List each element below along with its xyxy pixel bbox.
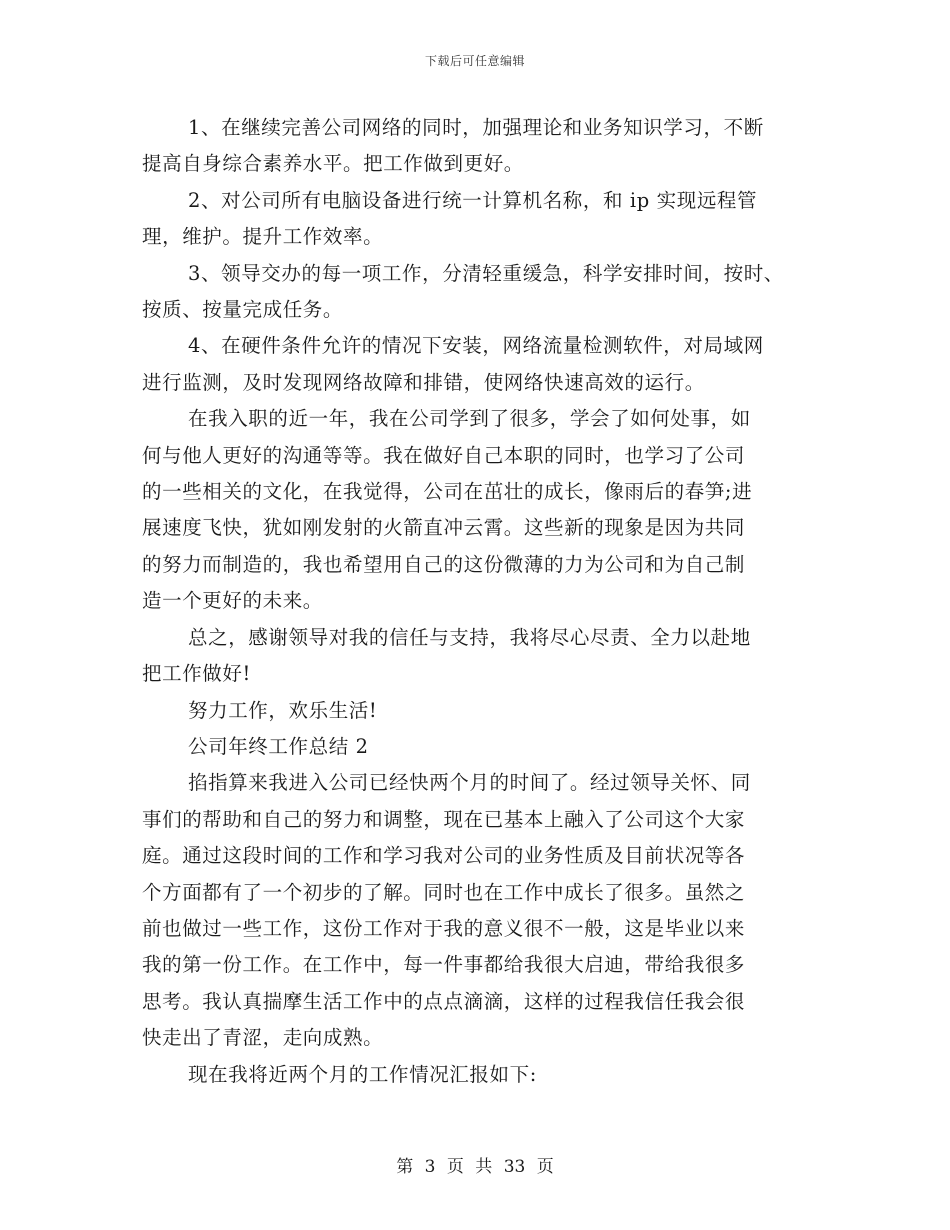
paragraph-4 (142, 328, 832, 401)
text-line: 庭。通过这段时间的工作和学习我对公司的业务性质及目前状况等各 (142, 844, 746, 868)
text-line: 努力工作，欢乐生活! (188, 698, 378, 722)
page-header: 下载后可任意编辑 (424, 54, 525, 68)
paragraph-3 (142, 256, 832, 329)
text-line: 现在我将近两个月的工作情况汇报如下: (188, 1062, 537, 1086)
paragraph-7 (142, 693, 832, 729)
text-line: 思考。我认真揣摩生活工作中的点点滴滴，这样的过程我信任我会很 (142, 989, 746, 1013)
text-line: 4、在硬件条件允许的情况下安装，网络流量检测软件，对局域网 (188, 334, 764, 358)
text-line: 按质、按量完成任务。 (142, 298, 344, 322)
text-line: 1、在继续完善公司网络的同时，加强理论和业务知识学习，不断 (188, 116, 764, 139)
text-line: 的努力而制造的，我也希望用自己的这份微薄的力为公司和为自己制 (142, 552, 746, 576)
paragraph-10 (142, 1057, 832, 1093)
document-body (142, 110, 832, 1093)
text-line: 何与他人更好的沟通等等。我在做好自己本职的同时，也学习了公司 (142, 443, 746, 467)
page-number: 第 3 页 共 33 页 (396, 1157, 554, 1177)
paragraph-6 (142, 620, 832, 693)
text-line: 进行监测，及时发现网络故障和排错，使网络快速高效的运行。 (142, 370, 705, 394)
text-line: 的一些相关的文化，在我觉得，公司在茁壮的成长，像雨后的春笋;进 (142, 480, 753, 504)
text-line: 我的第一份工作。在工作中，每一件事都给我很大启迪，带给我很多 (142, 953, 746, 977)
text-line: 总之，感谢领导对我的信任与支持，我将尽心尽责、全力以赴地 (188, 625, 751, 649)
text-line: 2、对公司所有电脑设备进行统一计算机名称，和 ip 实现远程管 (188, 188, 758, 212)
paragraph-1 (142, 110, 832, 183)
text-line: 把工作做好! (142, 662, 251, 686)
text-line: 前也做过一些工作，这份工作对于我的意义很不一般，这是毕业以来 (142, 916, 746, 940)
paragraph-5 (142, 401, 832, 619)
text-line: 公司年终工作总结 2 (188, 734, 369, 758)
text-line: 展速度飞快，犹如刚发射的火箭直冲云霄。这些新的现象是因为共同 (142, 516, 746, 540)
text-line: 3、领导交办的每一项工作，分清轻重缓急，科学安排时间，按时、 (188, 261, 784, 285)
text-line: 理，维护。提升工作效率。 (142, 225, 384, 249)
text-line: 快走出了青涩，走向成熟。 (142, 1026, 384, 1050)
text-line: 事们的帮助和自己的努力和调整，现在已基本上融入了公司这个大家 (142, 807, 746, 831)
text-line: 个方面都有了一个初步的了解。同时也在工作中成长了很多。虽然之 (142, 880, 746, 904)
text-line: 造一个更好的未来。 (142, 589, 323, 613)
paragraph-9 (142, 765, 832, 1056)
text-line: 提高自身综合素养水平。把工作做到更好。 (142, 152, 524, 176)
section-heading (142, 729, 832, 765)
text-line: 在我入职的近一年，我在公司学到了很多，学会了如何处事，如 (188, 407, 751, 431)
text-line: 掐指算来我进入公司已经快两个月的时间了。经过领导关怀、同 (188, 771, 751, 795)
paragraph-2 (142, 183, 832, 256)
